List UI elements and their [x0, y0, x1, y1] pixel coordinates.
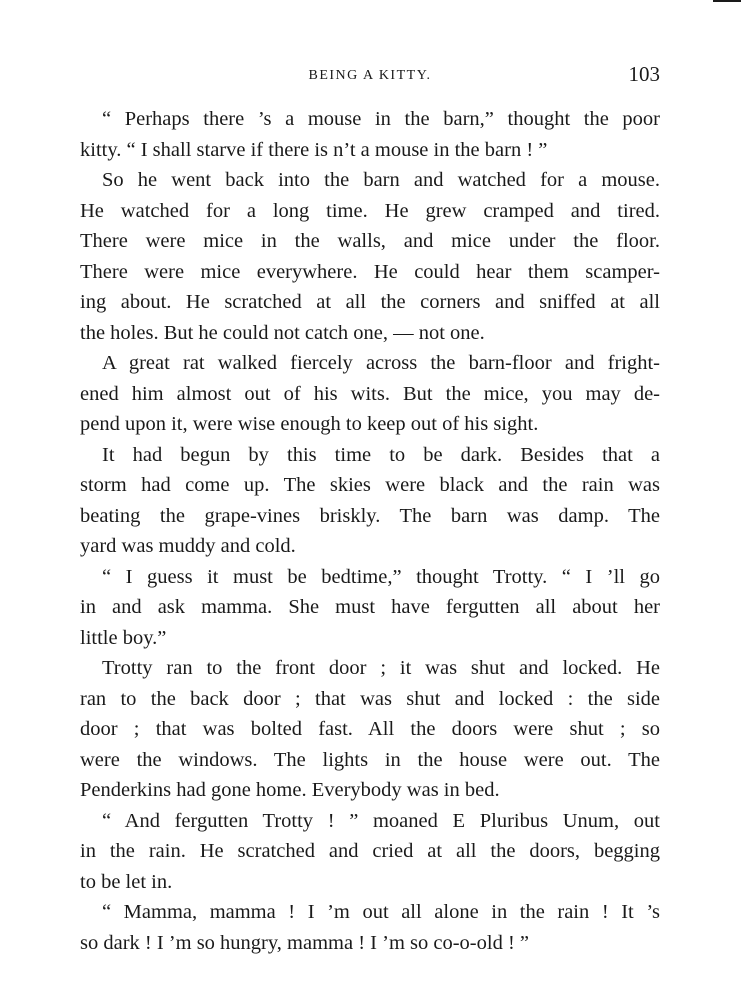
text-line: “ Perhaps there ’s a mouse in the barn,” thought the poor [102, 108, 660, 130]
corner-rule-mark [713, 0, 741, 2]
text-line: yard was muddy and cold. [80, 535, 296, 557]
text-line: ran to the back door ; that was shut and locked : the side [80, 687, 660, 710]
text-line: the holes. But he could not catch one, — not one. [80, 321, 485, 344]
text-line: Penderkins had gone home. Everybody was in bed. [80, 779, 500, 801]
text-line: There were mice everywhere. He could hear them scamper- [80, 260, 660, 283]
text-line: ened him almost out of his wits. But the mice, you may de- [80, 382, 660, 405]
running-title: BEING A KITTY. [308, 68, 432, 83]
text-line: It had begun by this time to be dark. Besides that a [102, 443, 660, 466]
text-line: in the rain. He scratched and cried at all the doors, begging [80, 840, 660, 862]
text-line: ing about. He scratched at all the corners and sniffed at all [80, 291, 660, 313]
text-line: pend upon it, were wise enough to keep out of his sight. [80, 413, 539, 435]
text-line: A great rat walked fiercely across the barn-floor and fright- [102, 352, 660, 374]
text-line: kitty. “ I shall starve if there is n’t a mouse in the barn ! ” [80, 138, 548, 161]
text-line: were the windows. The lights in the house were out. The [80, 748, 660, 771]
running-head [80, 62, 660, 92]
body-text [80, 104, 660, 958]
page-number: 103 [628, 62, 660, 86]
text-line: “ Mamma, mamma ! I ’m out all alone in the rain ! It ’s [102, 901, 660, 923]
text-line: Trotty ran to the front door ; it was shut and locked. He [102, 657, 660, 679]
text-line: So he went back into the barn and watched for a mouse. [102, 169, 660, 191]
text-line: to be let in. [80, 870, 173, 893]
text-line: door ; that was bolted fast. All the doors were shut ; so [80, 718, 660, 740]
text-line: There were mice in the walls, and mice under the floor. [80, 230, 660, 252]
text-line: in and ask mamma. She must have fergutten all about her [80, 596, 660, 618]
text-line: “ I guess it must be bedtime,” thought Trotty. “ I ’ll go [102, 565, 660, 588]
text-line: beating the grape-vines briskly. The barn was damp. The [80, 504, 660, 527]
text-line: He watched for a long time. He grew cramped and tired. [80, 199, 660, 222]
text-line: storm had come up. The skies were black and the rain was [80, 474, 660, 496]
text-line: so dark ! I ’m so hungry, mamma ! I ’m so co-o-old ! ” [80, 931, 529, 954]
text-line: little boy.” [80, 626, 167, 649]
text-line: “ And fergutten Trotty ! ” moaned E Pluribus Unum, out [102, 809, 660, 832]
